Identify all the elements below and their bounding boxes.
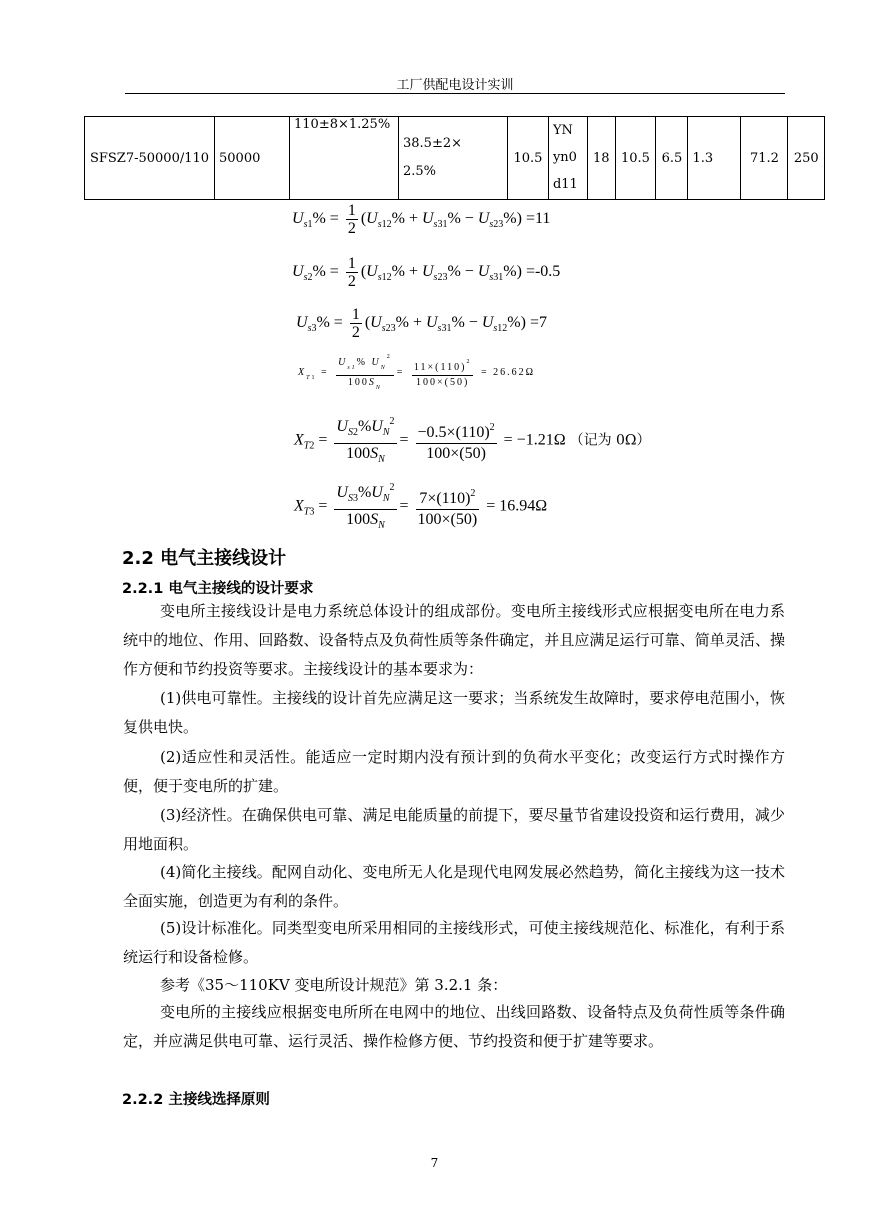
table-row: [85, 117, 825, 200]
reference-paragraph: 变电所的主接线应根据变电所所在电网中的地位、出线回路数、设备特点及负荷性质等条件确定，并应满足供电可靠、运行灵活、操作检修方便、节约投资和便于扩建等要求。: [123, 1003, 785, 1050]
page-header: 工厂供配电设计实训: [125, 74, 785, 94]
intro-paragraph: 变电所主接线设计是电力系统总体设计的组成部份。变电所主接线形式应根据变电所在电力系统中的地位、作用、回路数、设备特点及负荷性质等条件确定，并且应满足运行可靠、简单灵活、操作方便和节约投资等要求。主接线设计的基本要求为：: [123, 602, 785, 678]
subsection-title-1: 2.2.1 电气主接线的设计要求: [122, 581, 314, 597]
equation-xt2: $X_{T2}$ = $\frac{U_{S2}\%U_N^2}{100S_N}$ = $\frac{-0.5\times(110)^2}{100\times(50)}$ = −1.21Ω （记为 0Ω）: [294, 412, 651, 470]
model-cell: SFSZ7-50000/110: [85, 117, 215, 200]
equation-us1: $U_{s1}\%$ = $\frac{1}{2}$ $(U_{s12}\% + U_{s31}\% - U_{s23}\%) =11$: [292, 202, 551, 237]
requirement-3: (3)经济性。在确保供电可靠、满足电能质量的前提下，要尽量节省建设投资和运行费用，减少用地面积。: [123, 806, 785, 853]
section-title: 2.2 电气主接线设计: [122, 548, 287, 569]
requirement-2: (2)适应性和灵活性。能适应一定时期内没有预计到的负荷水平变化；改变运行方式时操作方便，便于变电所的扩建。: [123, 748, 785, 795]
us2-result: =-0.5: [525, 263, 561, 281]
equation-us3: $U_{s3}\%$ = $\frac{1}{2}$ $(U_{s23}\% + U_{s31}\% - U_{s12}\%) =7$: [296, 306, 547, 341]
xt1-result: = 26.62Ω: [480, 366, 536, 378]
connection-line1: YN: [552, 123, 573, 138]
requirement-4: (4)简化主接线。配网自动化、变电所无人化是现代电网发展必然趋势，简化主接线为这一技术全面实施，创造更为有利的条件。: [123, 863, 785, 910]
capacity-cell: 50000: [215, 117, 290, 200]
lv-cell: 10.5: [508, 117, 549, 200]
u12-cell: 18: [587, 117, 615, 200]
subsection-title-2: 2.2.2 主接线选择原则: [122, 1092, 270, 1108]
equation-xt3: $X_{T3}$ = $\frac{U_{S3}\%U_N^2}{100S_N}$ = $\frac{7\times(110)^2}{100\times(50)}$ = 16.94Ω: [294, 478, 547, 536]
us1-result: =11: [525, 210, 551, 228]
mv-tap-cell: [399, 117, 508, 200]
xt2-note: （记为 0Ω）: [569, 432, 651, 449]
reference-line: 参考《35～110KV 变电所设计规范》第 3.2.1 条：: [160, 976, 508, 994]
equation-us2: $U_{s2}\%$ = $\frac{1}{2}$ $(U_{s12}\% + U_{s23}\% - U_{s31}\%) =-0.5$: [292, 255, 561, 290]
requirement-1: (1)供电可靠性。主接线的设计首先应满足这一要求；当系统发生故障时，要求停电范围小，恢复供电快。: [123, 689, 785, 736]
xt2-numerator: −0.5×(110): [417, 424, 490, 441]
requirement-5: (5)设计标准化。同类型变电所采用相同的主接线形式，可使主接线规范化、标准化，有利于系统运行和设备检修。: [123, 919, 785, 966]
mv-tap-line1: 38.5±2×: [403, 136, 463, 151]
xt1-denominator: 100×(50): [416, 377, 470, 388]
u31-cell: 6.5: [656, 117, 688, 200]
p0-cell: 71.2: [741, 117, 788, 200]
xt2-denominator: 100×(50): [426, 445, 486, 462]
pk-cell: 250: [788, 117, 825, 200]
connection-line3: d11: [552, 177, 578, 192]
xt3-numerator: 7×(110): [419, 490, 471, 507]
u23-cell: 10.5: [615, 117, 656, 200]
i0-cell: 1.3: [688, 117, 741, 200]
xt3-denominator: 100×(50): [417, 511, 478, 528]
connection-line2: yn0: [552, 150, 577, 165]
us3-result: =7: [529, 314, 547, 332]
page-number: 7: [430, 1156, 439, 1170]
equation-xt1: $X_{T1}$ = $\frac{U_{s1}\% U_N^2}{100S_N}$ = $\frac{11\times(110)^2}{100\times(50)}$ = 26.62Ω: [298, 350, 535, 395]
hv-tap-cell: 110±8×1.25%: [290, 117, 399, 200]
transformer-spec-table: [84, 116, 825, 200]
xt3-result: = 16.94Ω: [486, 497, 548, 515]
xt1-numerator: 11×(110): [413, 362, 467, 373]
xt2-result: = −1.21Ω: [503, 431, 566, 449]
mv-tap-line2: 2.5%: [403, 164, 437, 179]
connection-cell: [548, 117, 587, 200]
